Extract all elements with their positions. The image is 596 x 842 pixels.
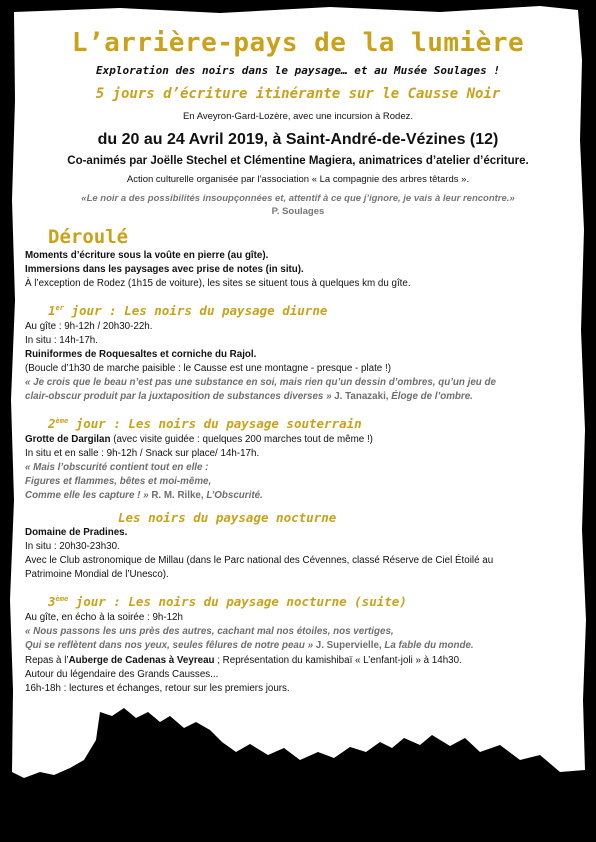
day3-auberge: Auberge de Cadenas à Veyreau — [68, 655, 215, 666]
page-title: L’arrière-pays de la lumière — [71, 28, 525, 58]
night-line-1: Domaine de Pradines. — [25, 527, 128, 538]
day2-heading-text: jour : Les noirs du paysage souterrain — [68, 416, 362, 431]
night-line-3: Avec le Club astronomique de Millau (dans le Parc national des Cévennes, classé Réserve de Ciel Étoilé au — [25, 555, 494, 566]
day1-quote-author: J. Tanazaki, — [331, 391, 392, 402]
day1-quote-1: « Je crois que le beau n’est pas une substance en soi, mais rien qu’un dessin d’ombres, qu’un jeu de — [25, 377, 496, 388]
day3-quote-2-text: Qui se reflètent dans nos yeux, seules fêlures de notre peau » — [25, 640, 314, 651]
day1-heading-text: jour : Les noirs du paysage diurne — [63, 303, 328, 318]
deroule-line-3: À l’exception de Rodez (1h15 de voiture), les sites se situent tous à quelques km du gîte. — [25, 278, 411, 289]
day2-line-2: In situ et en salle : 9h-12h / Snack sur place/ 14h-17h. — [25, 448, 260, 459]
day3-quote-author: J. Supervielle, — [313, 640, 385, 651]
day3-number: 3 — [48, 594, 56, 609]
soulages-author: P. Soulages — [271, 206, 325, 217]
day1-quote-work: Éloge de l’ombre. — [391, 391, 473, 402]
day1-number: 1 — [48, 303, 56, 318]
dates-location: du 20 au 24 Avril 2019, à Saint-André-de-Vézines (12) — [97, 131, 499, 148]
day2-quote-work: L’Obscurité. — [206, 490, 263, 501]
night-heading: Les noirs du paysage nocturne — [118, 510, 337, 525]
region-text: En Aveyron-Gard-Lozère, avec une incursion à Rodez. — [182, 111, 414, 122]
day3-line-4 — [25, 655, 462, 666]
day1-heading — [48, 303, 327, 318]
day1-quote-2 — [25, 391, 473, 402]
subtitle-writing-days: 5 jours d’écriture itinérante sur le Causse Noir — [95, 86, 501, 102]
day2-site: Grotte de Dargilan — [25, 434, 111, 445]
co-animation: Co-animés par Joëlle Stechel et Clémentine Magiera, animatrices d’atelier d’écriture. — [67, 155, 529, 167]
day3-line-6: 16h-18h : lectures et échanges, retour sur les premiers jours. — [25, 683, 290, 694]
night-line-2: In situ : 20h30-23h30. — [25, 541, 120, 552]
deroule-heading: Déroulé — [48, 226, 129, 248]
night-line-4: Patrimoine Mondial de l’Unesco). — [25, 569, 169, 580]
day1-sup: er — [55, 303, 64, 312]
day3-quote-work: La fable du monde. — [384, 640, 474, 651]
day2-line-1 — [25, 434, 373, 445]
day2-quote-3-text: Comme elle les capture ! » — [25, 490, 149, 501]
day3-heading-text: jour : Les noirs du paysage nocturne (suite) — [68, 594, 407, 609]
soulages-quote: «Le noir a des possibilités insoupçonnées et, attentif à ce que j’ignore, je vais à leur rencontre.» — [81, 193, 515, 204]
day1-line-4: (Boucle d’1h30 de marche paisible : le Causse est une montagne - presque - plate !) — [25, 363, 391, 374]
day3-heading — [48, 594, 407, 609]
day3-kamishibai: ; Représentation du kamishibaï « L’enfant-joli » à 14h30. — [214, 655, 462, 666]
day3-sup: ème — [55, 594, 69, 603]
day3-line-1: Au gîte, en écho à la soirée : 9h-12h — [25, 612, 183, 623]
day2-quote-1: « Mais l’obscurité contient tout en elle : — [25, 462, 209, 473]
day3-quote-2 — [25, 640, 474, 651]
day1-line-2: In situ : 14h-17h. — [25, 335, 98, 346]
day2-quote-2: Figures et flammes, bêtes et moi-même, — [25, 476, 212, 487]
day3-meal-prefix: Repas à l’ — [25, 655, 69, 666]
day1-quote-2-text: clair-obscur produit par la juxtaposition de substances diverses » — [25, 391, 332, 402]
day2-sup: ème — [55, 416, 69, 425]
deroule-line-2: Immersions dans les paysages avec prise de notes (in situ). — [25, 264, 304, 275]
day3-quote-1: « Nous passons les uns près des autres, cachant mal nos étoiles, nos vertiges, — [25, 626, 394, 637]
day2-site-detail: (avec visite guidée : quelques 200 marches tout de même !) — [110, 434, 373, 445]
day3-line-5: Autour du légendaire des Grands Causses... — [25, 669, 219, 680]
day2-quote-3 — [25, 490, 263, 501]
day2-number: 2 — [48, 416, 56, 431]
day2-quote-author: R. M. Rilke, — [148, 490, 207, 501]
organizer-text: Action culturelle organisée par l’association « La compagnie des arbres têtards ». — [126, 174, 470, 185]
day1-line-1: Au gîte : 9h-12h / 20h30-22h. — [25, 321, 153, 332]
deroule-line-1: Moments d’écriture sous la voûte en pierre (au gîte). — [25, 250, 269, 261]
subtitle: Exploration des noirs dans le paysage… et au Musée Soulages ! — [96, 64, 500, 77]
day1-line-3: Ruiniformes de Roquesaltes et corniche du Rajol. — [25, 349, 257, 360]
day2-heading — [48, 416, 362, 431]
